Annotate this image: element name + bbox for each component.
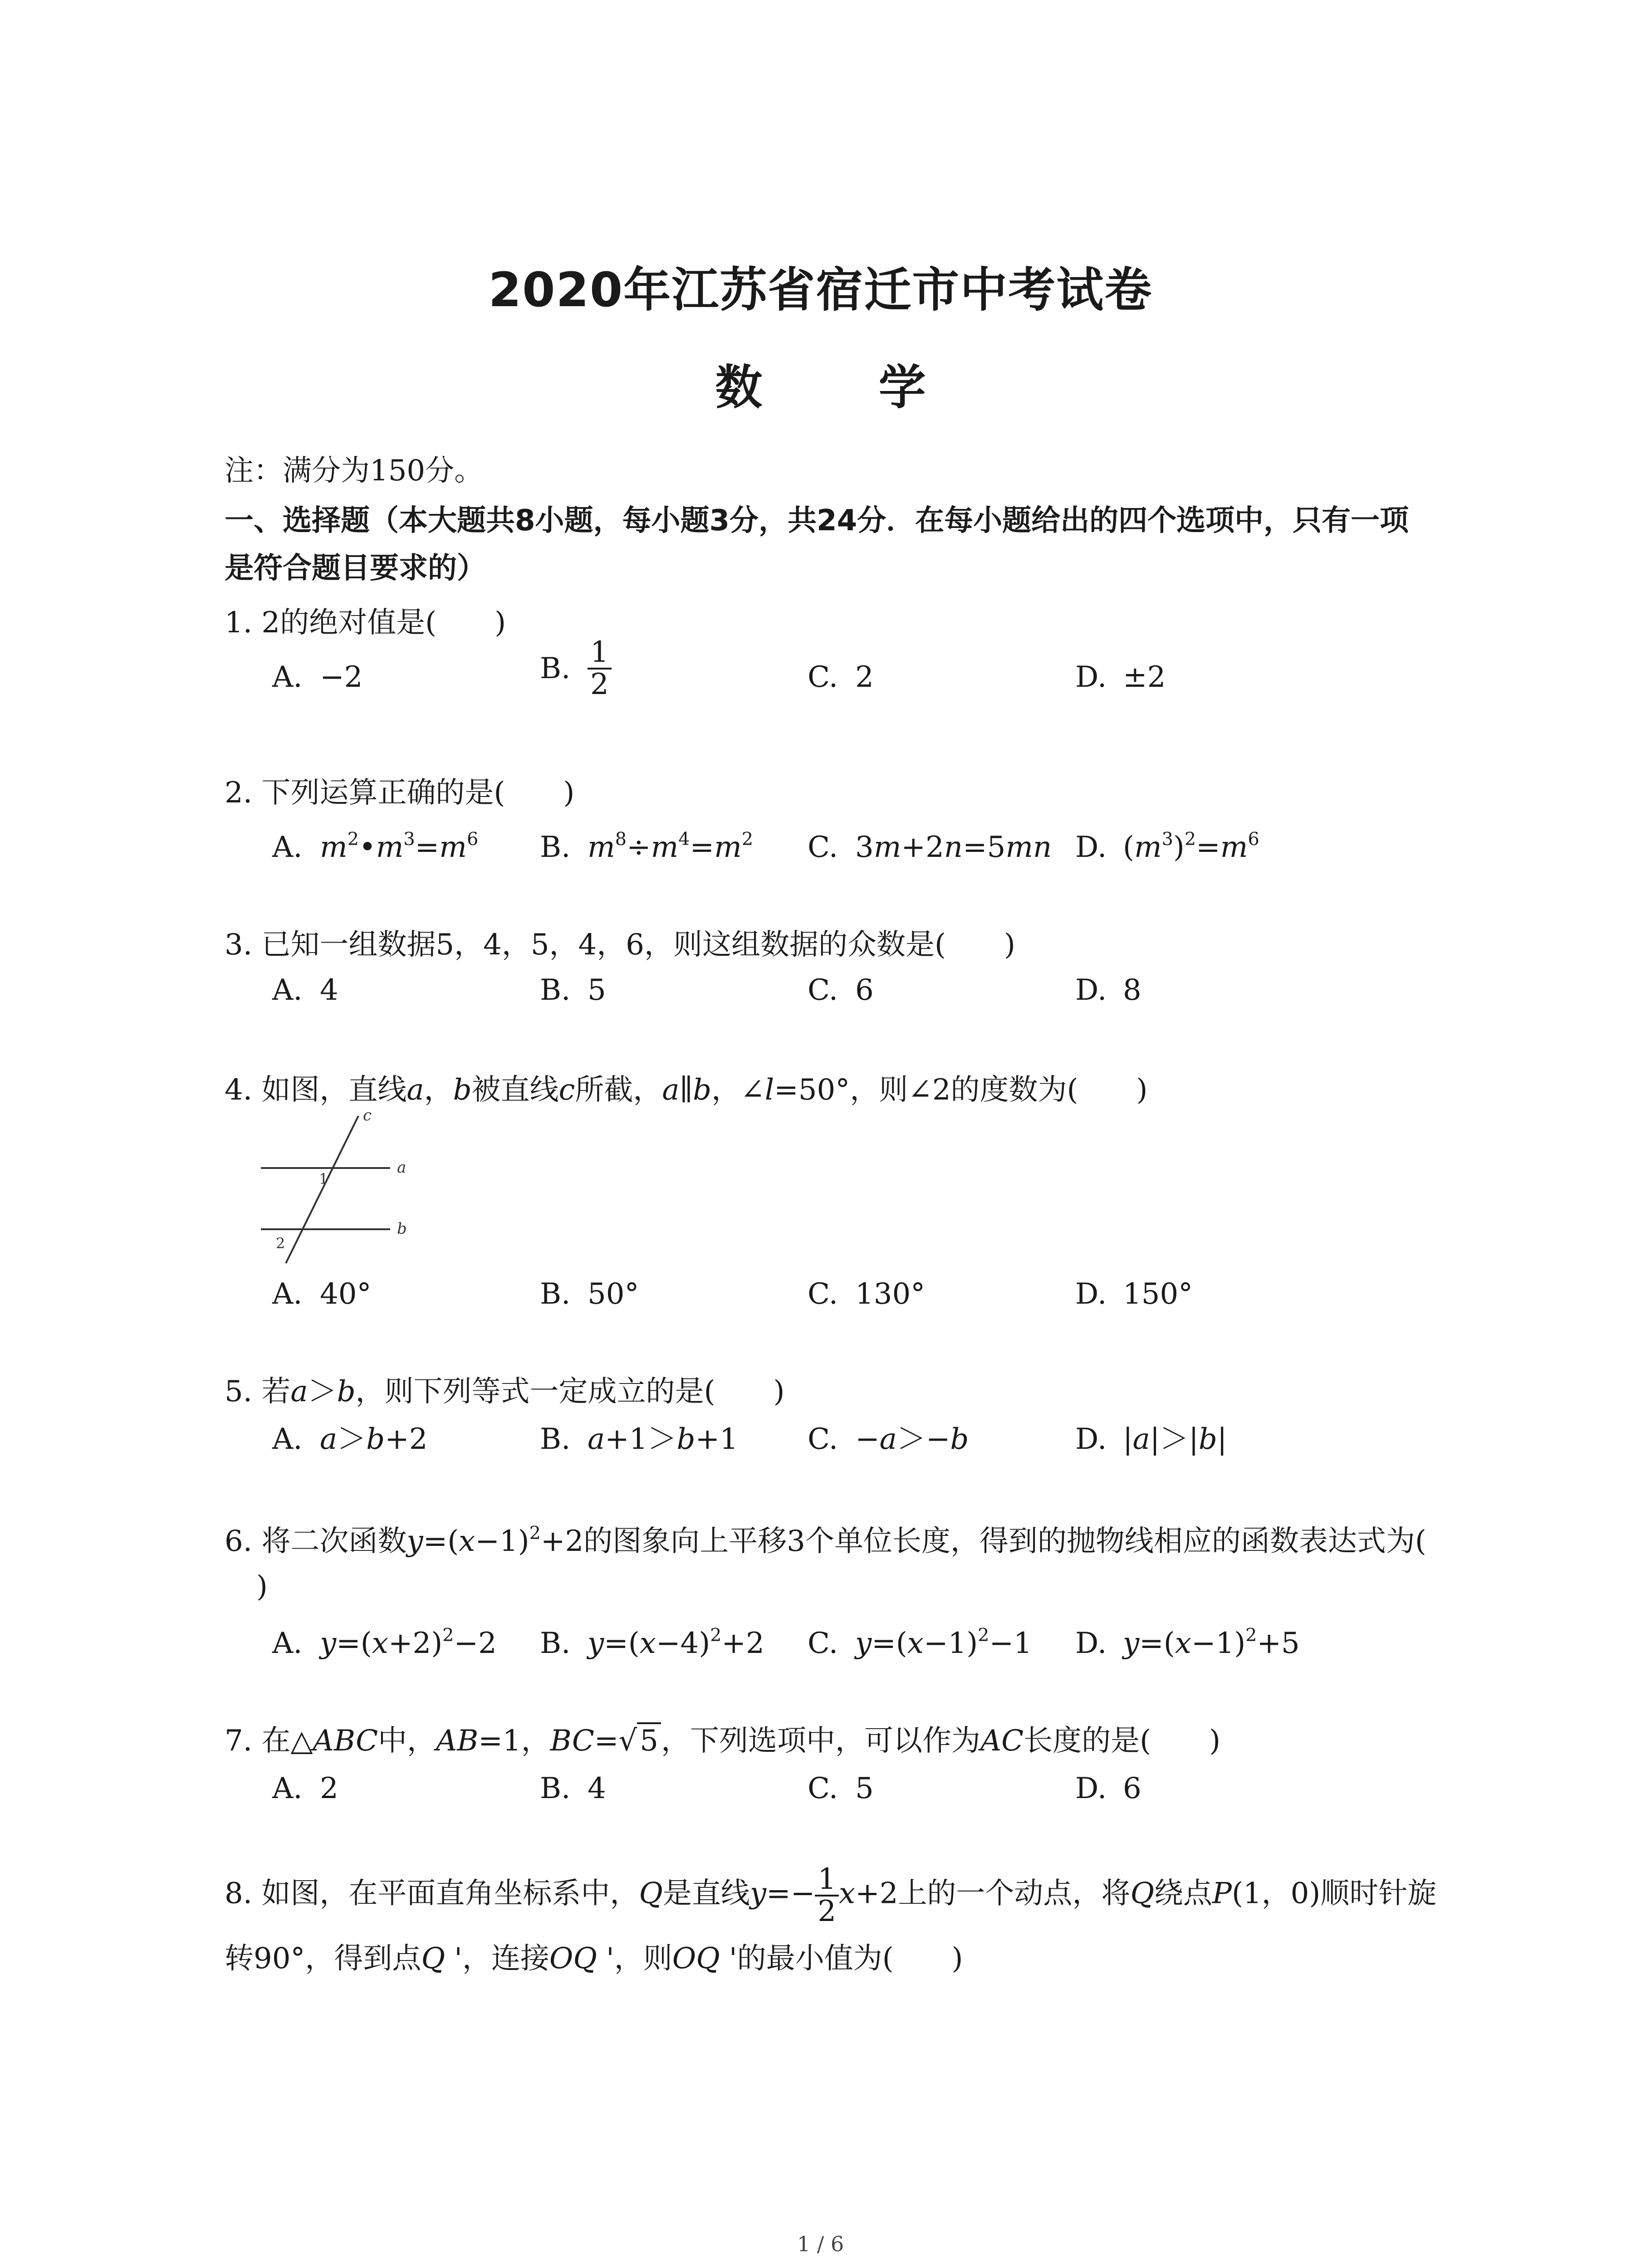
q7-option-a: A. 2 — [272, 1772, 338, 1805]
question-7-stem: 7. 在△ABC中，AB=1，BC=√5，下列选项中，可以作为AC长度的是( ) — [225, 1724, 1220, 1759]
q3-option-d: D. 8 — [1075, 973, 1141, 1007]
q4-option-d: D. 150° — [1075, 1277, 1193, 1311]
exam-title: 2020年江苏省宿迁市中考试卷 — [488, 262, 1153, 318]
q4-option-c: C. 130° — [808, 1277, 926, 1311]
q5-option-a: A. a＞b+2 — [272, 1422, 428, 1456]
question-5-stem: 5. 若a＞b，则下列等式一定成立的是( ) — [225, 1375, 785, 1408]
q2-option-b: B. $m^8\div m^4=m^2$ — [540, 829, 754, 864]
q1-option-a: A. −2 — [272, 660, 363, 694]
fraction: $\frac{1}{2}$ — [815, 1864, 839, 1927]
q3-option-a: A. 4 — [272, 973, 338, 1007]
q4-option-a: A. 40° — [272, 1277, 372, 1311]
fig-label-a: a — [397, 1158, 407, 1177]
fig-label-b: b — [397, 1220, 407, 1238]
fig-label-c: c — [363, 1107, 372, 1124]
fig-angle-2: 2 — [276, 1235, 285, 1252]
q2-option-c: C. 3m+2n=5mn — [808, 831, 1052, 864]
page-number: 1 / 6 — [797, 2232, 844, 2256]
exam-subject: 数 学 — [715, 360, 976, 415]
question-4-stem: 4. 如图，直线a，b被直线c所截，a∥b，∠l=50°，则∠2的度数为( ) — [225, 1073, 1148, 1107]
fraction: $\frac{1}{2}$ — [588, 637, 612, 700]
q5-option-c: C. −a＞−b — [808, 1422, 969, 1456]
q6-option-d: D. $y=(x-1)^2+5$ — [1075, 1625, 1300, 1660]
q6-option-a: A. $y=(x+2)^2-2$ — [272, 1625, 497, 1660]
question-8-stem-line2: 转90°，得到点Q '，连接OQ '，则OQ '的最小值为( ) — [225, 1942, 963, 1975]
q6-option-c: C. $y=(x-1)^2-1$ — [808, 1625, 1032, 1660]
score-note: 注：满分为150分。 — [225, 454, 484, 488]
question-2-stem: 2. 下列运算正确的是( ) — [225, 776, 575, 810]
q7-option-c: C. 5 — [808, 1772, 874, 1805]
q6-option-b: B. $y=(x-4)^2+2$ — [540, 1625, 764, 1660]
q5-option-b: B. a+1＞b+1 — [540, 1422, 738, 1456]
q1-option-d: D. ±2 — [1075, 660, 1166, 694]
question-6-stem: 6. 将二次函数$y=(x-1)^2+2$的图象向上平移3个单位长度，得到的抛物线相应的函数表达式为( — [225, 1523, 1426, 1558]
question-1-stem: 1. 2的绝对值是( ) — [225, 606, 506, 640]
section-heading-line1: 一、选择题（本大题共8小题，每小题3分，共24分．在每小题给出的四个选项中，只有一项 — [225, 504, 1409, 538]
q3-option-b: B. 5 — [540, 973, 606, 1007]
q2-option-d: D. $(m^3)^2=m^6$ — [1075, 829, 1259, 864]
section-heading-line2: 是符合题目要求的） — [225, 552, 486, 585]
q2-option-a: A. $m^2•m^3=m^6$ — [272, 829, 479, 864]
q1-option-b: B. $\frac{1}{2}$ — [540, 637, 612, 700]
q3-option-c: C. 6 — [808, 973, 874, 1007]
q7-option-d: D. 6 — [1075, 1772, 1141, 1805]
q5-option-d: D. |a|＞|b| — [1075, 1422, 1227, 1456]
q7-option-b: B. 4 — [540, 1772, 606, 1805]
parallel-lines-figure — [254, 1107, 426, 1270]
question-8-stem-line1: 8. 如图，在平面直角坐标系中，Q是直线y=− $\frac{1}{2}$ x+2上的一个动点，将Q绕点P(1，0)顺时针旋 — [225, 1862, 1437, 1929]
fig-angle-1: 1 — [319, 1170, 328, 1188]
q1-option-c: C. 2 — [808, 660, 874, 694]
q4-option-b: B. 50° — [540, 1277, 639, 1311]
question-6-stem-cont: ) — [256, 1570, 268, 1603]
question-3-stem: 3. 已知一组数据5，4，5，4，6，则这组数据的众数是( ) — [225, 928, 1015, 962]
